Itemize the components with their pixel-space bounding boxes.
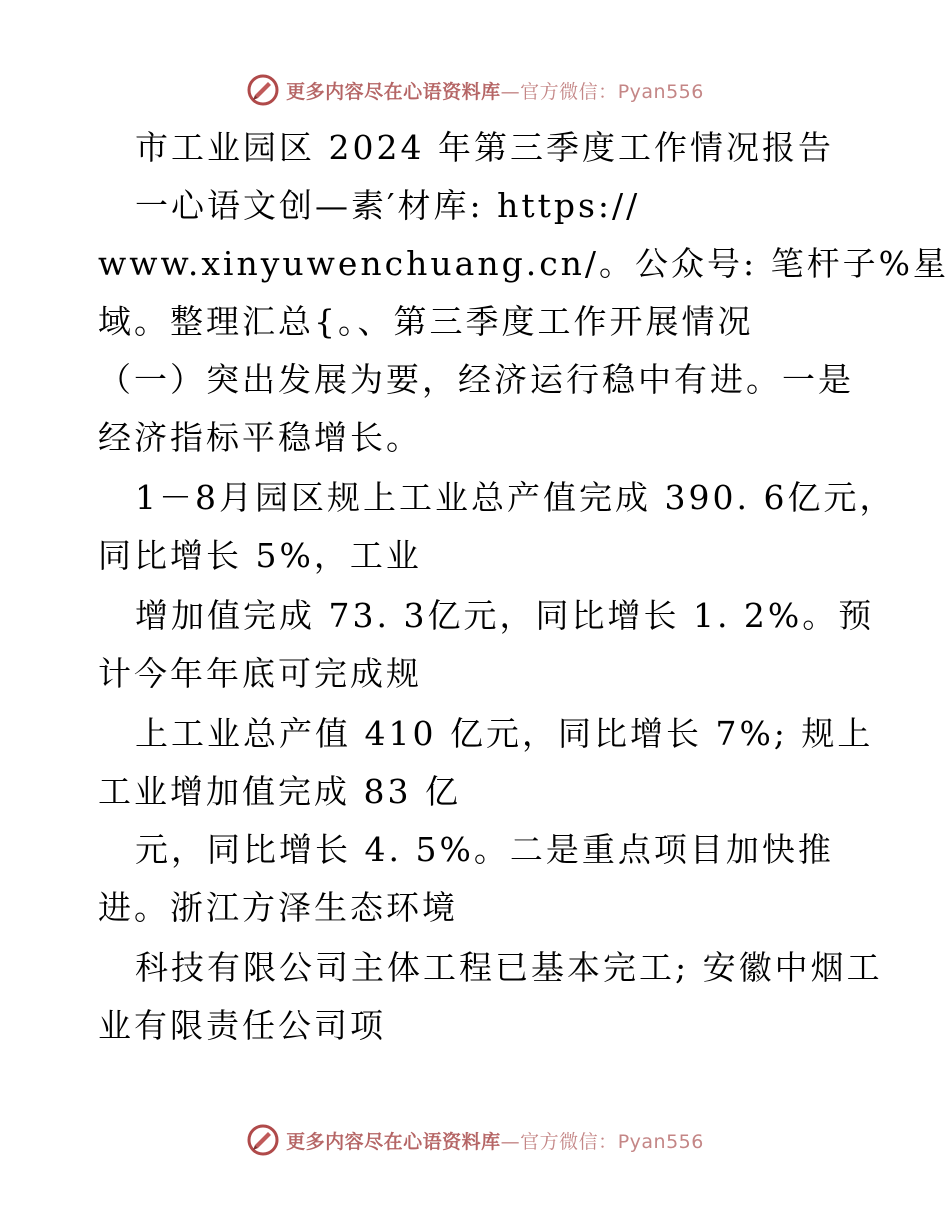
- banner-text: [286, 77, 704, 104]
- paragraph-line: 计今年年底可完成规: [98, 654, 422, 693]
- paragraph-line: 同比增长 5%，工业: [98, 536, 422, 575]
- paragraph-line: 1－8月园区规上工业总产值完成 390. 6亿元，: [135, 478, 896, 517]
- banner-separator: —: [500, 1130, 521, 1153]
- paragraph-line: 业有限责任公司项: [98, 1006, 386, 1045]
- brand-logo-icon: [246, 1123, 280, 1157]
- footer-banner: [0, 1120, 950, 1160]
- document-title: 市工业园区 2024 年第三季度工作情况报告: [135, 128, 834, 167]
- paragraph-line: 经济指标平稳增长。: [98, 418, 422, 457]
- banner-wechat-id: Pyan556: [617, 80, 704, 103]
- paragraph-line: www.xinyuwenchuang.cn/。公众号: 笔杆子%星: [98, 244, 950, 283]
- banner-wechat-id: Pyan556: [617, 1130, 704, 1153]
- paragraph-line: 一心语文创—素′材库: https://: [135, 186, 641, 225]
- brand-logo-icon: [246, 73, 280, 107]
- paragraph-line: 元，同比增长 4. 5%。二是重点项目加快推: [135, 830, 834, 869]
- banner-brand: 更多内容尽在心语资料库: [286, 80, 501, 103]
- paragraph-line: 增加值完成 73. 3亿元，同比增长 1. 2%。预: [135, 596, 875, 635]
- paragraph-line: 上工业总产值 410 亿元，同比增长 7%; 规上: [135, 714, 874, 753]
- header-banner: [0, 70, 950, 110]
- paragraph-line: （一）突出发展为要，经济运行稳中有进。一是: [98, 360, 854, 399]
- banner-brand: 更多内容尽在心语资料库: [286, 1130, 501, 1153]
- banner-separator: —: [500, 80, 521, 103]
- banner-wechat-label: 官方微信：: [520, 80, 618, 103]
- paragraph-line: 科技有限公司主体工程已基本完工; 安徽中烟工: [135, 948, 883, 987]
- paragraph-line: 域。整理汇总{。、第三季度工作开展情况: [98, 302, 754, 341]
- paragraph-line: 工业增加值完成 83 亿: [98, 772, 461, 811]
- banner-wechat-label: 官方微信：: [520, 1130, 618, 1153]
- banner-text: [286, 1127, 704, 1154]
- paragraph-line: 进。浙江方泽生态环境: [98, 888, 458, 927]
